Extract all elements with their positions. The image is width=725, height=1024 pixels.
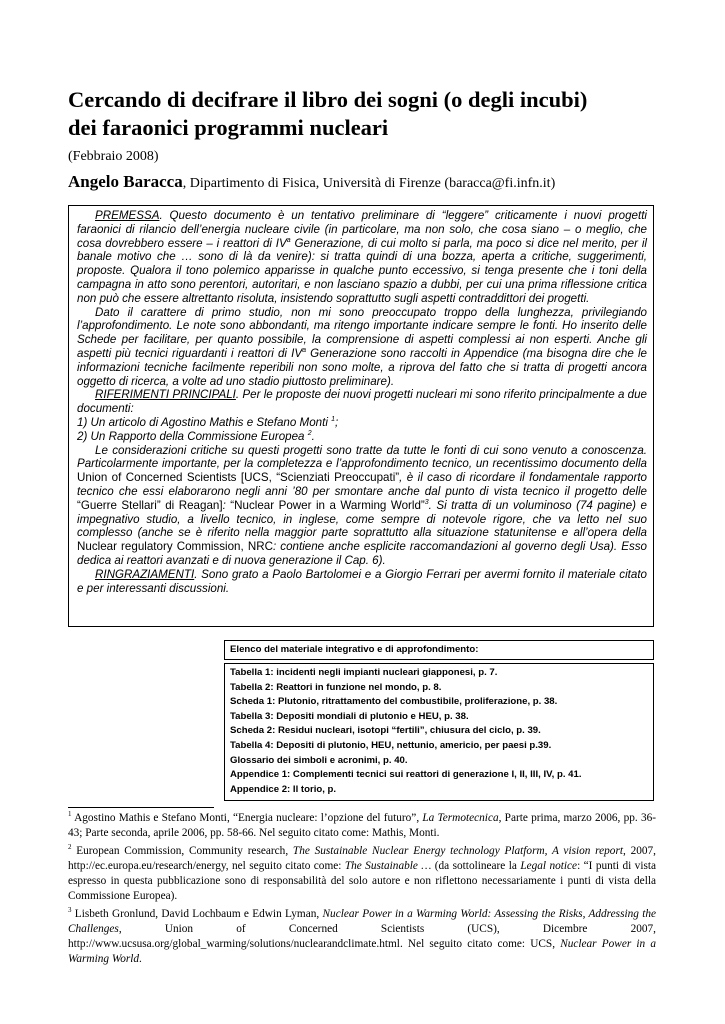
premise-box [68,205,654,627]
considerations-i: : contiene anche esplicite raccomandazioni al governo degli Usa). Esso dedica ai reattori avanzati e di nuova generazione il Cap. 6). [77,540,647,567]
author-name: Angelo Baracca [68,172,183,191]
references-label: RIFERIMENTI PRINCIPALI [95,388,236,402]
footnotes [68,811,656,970]
considerations-a: Le considerazioni critiche su questi progetti sono tratte da tutte le fonti di cui sono venuto a conoscenza. Particolarmente importante, per la completezza e l’approfondimento tecnico, un recentissimo documento della [77,443,647,471]
footnote-separator [68,807,214,808]
considerations-h: Nuclear regulatory Commission, NRC [77,540,273,554]
study-sup: a [302,347,307,355]
toc-item: Glossario dei simboli e acronimi, p. 40. [230,754,408,766]
footnote-2-c: (da sottolineare la [431,860,521,872]
footnote-2-italic-2: The Sustainable … [344,860,432,872]
footnote-3-a: Lisbeth Gronlund, David Lochbaum e Edwin Lyman, [71,908,323,920]
premise-sup: a [286,236,291,244]
document-title [68,86,668,142]
considerations-f: “Nuclear Power in a Warming World” [230,498,425,512]
footnote-2-number: 2 [68,843,72,852]
footnote-2-d: : “I punti di vista espresso in questa pubblicazione sono di responsabilità del solo autore e non riflettono necessariamente i punti di vista della Commissione Europea). [68,860,657,902]
toc-item: Appendice 2: Il torio, p. [230,783,337,795]
footnote-1 [68,811,656,841]
considerations-sup: 3 [424,498,429,506]
study-text: Dato il carattere di primo studio, non mi sono preoccupato troppo della lunghezza, privilegiando l’approfondimento. Le note sono abbondanti, ma ritengo importante indicare sempre le fonti. Ho inserito delle Schede per facilitare, per quanto possibile, la comprensione di aspetti complessi ai non esperti. Anche gli aspetti più tecnici riguardanti i reattori di IV [77,305,647,360]
footnote-3-italic-2: Nuclear Power in a Warming World [68,938,656,965]
reference-1-end: ; [335,415,339,429]
title-line-1: Cercando di decifrare il libro dei sogni (o degli incubi) [68,87,588,112]
title-line-2: dei faraonici programmi nucleari [68,115,389,140]
footnote-3-b: , Union of Concerned Scientists (UCS), Dicembre 2007, http://www.ucsusa.org/global_warming/solutions/nuclearandclimate.html. Nel seguito citato come: UCS, [68,923,656,950]
toc-item: Scheda 1: Plutonio, ritrattamento del combustibile, proliferazione, p. 38. [230,696,558,708]
footnote-2-italic-1: The Sustainable Nuclear Energy technology Platform, A vision report [292,845,623,857]
footnote-1-italic: La Termotecnica [422,812,499,824]
study-paragraph [77,306,647,389]
footnote-3-c: . [139,953,142,965]
considerations-d: “Guerre Stellari” di Reagan] [77,498,223,512]
references-text: . Per le proposte dei nuovi progetti nucleari mi sono riferito principalmente a due documenti: [77,388,648,416]
considerations-b: Union of Concerned Scientists [UCS, “Scienziati Preoccupati” [77,471,400,485]
footnote-2-b: , 2007, http://ec.europa.eu/research/energy, nel seguito citato come: [68,845,656,872]
premise-text-2: Generazione, di cui molto si parla, ma poco si dice nel merito, per il banale motivo che … sono di là da venire): si tratta quindi di una bozza, aperta a critiche, suggerimenti, proposte. Qualora il tono polemico apparisse in qualche punto eccessivo, si tenga presente che i toni della campagna in atto sono perentori, autoritari, e non lasciano spazio a dubbi, per cui una prima riflessione critica non può che essere altrettanto risoluta, insistendo soprattutto sugli aspetti contraddittori dei progetti. [77,236,647,305]
toc-item: Tabella 4: Depositi di plutonio, HEU, nettunio, americio, per paesi p.39. [230,739,552,751]
study-text-2: Generazione sono raccolti in Appendice (ma bisogna dire che le informazioni tecniche facilmente reperibili non sono molte, a riprova del fatto che si tratta di progetti ancora oggetto di ricerca, a volte ad uno stadio piuttosto preliminare). [77,346,647,388]
toc-item: Appendice 1: Complementi tecnici sui reattori di generazione I, II, III, IV, p. 41. [230,769,582,781]
reference-2 [77,430,647,444]
supplementary-material-list [224,640,654,801]
reference-2-text: 2) Un Rapporto della Commissione Europea [77,429,308,443]
references-paragraph [77,388,647,416]
thanks-paragraph [77,568,647,596]
thanks-text: . Sono grato a Paolo Bartolomei e a Giorgio Ferrari per avermi fornito il materiale citato e per interessanti discussioni. [77,567,647,595]
premise-text: . Questo documento è un tentativo preliminare di “leggere” criticamente i nuovi progetti faraonici di rilancio dell’energia nucleare civile (in particolare, ma non solo, che cosa siano – o meglio, che cosa dovrebbero essere – i reattori di IV [77,209,647,250]
reference-1 [77,416,647,430]
footnote-2 [68,844,656,904]
footnote-2-a: European Commission, Community research, [71,845,293,857]
document-date: (Febbraio 2008) [68,149,159,164]
footnote-1-a: Agostino Mathis e Stefano Monti, “Energia nucleare: l’opzione del futuro”, [71,812,423,824]
reference-2-sup: 2 [307,429,312,437]
reference-1-sup: 1 [331,416,336,424]
footnote-1-number: 1 [68,810,72,819]
reference-1-text: 1) Un articolo di Agostino Mathis e Stefano Monti [77,415,332,429]
toc-items [224,663,654,801]
author-affiliation: , Dipartimento di Fisica, Università di Firenze (baracca@fi.infn.it) [182,176,556,191]
footnote-3 [68,907,656,967]
toc-item: Tabella 2: Reattori in funzione nel mondo, p. 8. [230,681,442,693]
considerations-paragraph [77,444,647,568]
thanks-label: RINGRAZIAMENTI [95,567,195,581]
toc-heading: Elenco del materiale integrativo e di approfondimento: [224,640,654,660]
toc-item: Scheda 2: Residui nucleari, isotopi “fertili”, chiusura del ciclo, p. 39. [230,725,541,737]
premise-label: PREMESSA [95,209,160,222]
toc-item: Tabella 1: incidenti negli impianti nucleari giapponesi, p. 7. [230,667,498,678]
footnote-3-italic-1: Nuclear Power in a Warming World: Assessing the Risks, Addressing the Challenges [68,908,656,935]
considerations-c: , è il caso di ricordare il fondamentale rapporto tecnico che essi elaborarono negli anni ’80 per smontare anche dal punto di vista tecnico il progetto delle [77,471,647,498]
author-line [68,172,668,194]
toc-item: Tabella 3: Depositi mondiali di plutonio e HEU, p. 38. [230,710,469,722]
footnote-2-italic-3: Legal notice [520,860,578,872]
reference-2-end: . [311,429,315,443]
considerations-g: . Si tratta di un voluminoso (74 pagine) e impegnativo studio, a livello tecnico, in inglese, come sempre di notevole rigore, che va letto nel suo complesso (anche se è riferito nella maggior parte soprattutto alla situazione statunitense e all’opera della [77,498,647,540]
premise-paragraph [77,209,647,306]
footnote-3-number: 3 [68,906,72,915]
footnote-1-b: , Parte prima, marzo 2006, pp. 36-43; Parte seconda, aprile 2006, pp. 58-66. Nel seguito citato come: Mathis, Monti. [68,812,657,839]
considerations-e: : [222,498,231,512]
